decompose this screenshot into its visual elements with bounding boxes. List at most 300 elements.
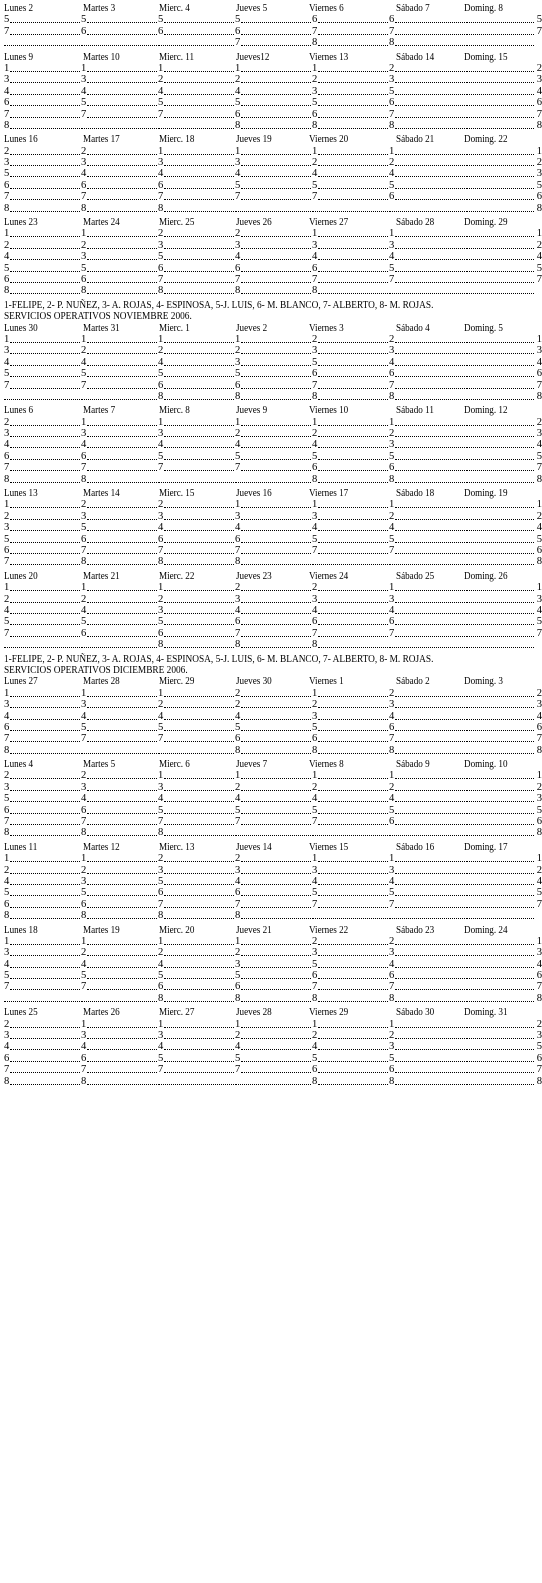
shift-number: 3 [4, 428, 10, 440]
day-header: Sábado 18 [396, 488, 435, 500]
shift-slot [4, 451, 80, 462]
shift-slot [235, 428, 311, 439]
shift-slot [158, 417, 234, 428]
shift-slot [389, 357, 465, 368]
dotted-line [318, 188, 388, 189]
shift-slot [4, 37, 80, 48]
shift-slot [312, 556, 388, 567]
shift-number: 2 [536, 864, 542, 876]
shift-slot [389, 594, 465, 605]
shift-number: 3 [235, 157, 241, 169]
shift-slot [81, 936, 157, 947]
shift-slot [235, 639, 311, 650]
dotted-line [10, 1084, 80, 1085]
shift-slot [312, 1019, 388, 1030]
dotted-line [395, 873, 465, 874]
shift-number: 4 [536, 356, 542, 368]
dotted-line [241, 1038, 311, 1039]
dotted-line [395, 105, 465, 106]
shift-row [4, 333, 542, 345]
shift-slot [312, 74, 388, 85]
shift-number: 5 [312, 97, 318, 109]
day-header: Jueves 23 [236, 570, 272, 582]
shift-number: 5 [158, 970, 164, 982]
day-header: Viernes 17 [309, 488, 349, 500]
dotted-line [395, 1001, 465, 1002]
dotted-line [318, 105, 388, 106]
shift-slot [389, 993, 465, 1004]
shift-slot [4, 993, 80, 1004]
shift-number: 7 [312, 816, 318, 828]
shift-number: 3 [389, 345, 395, 357]
dotted-line [466, 647, 534, 648]
day-header: Mierc. 22 [159, 570, 195, 582]
shift-number: 2 [158, 228, 164, 240]
shift-number: 5 [158, 804, 164, 816]
dotted-line [10, 94, 80, 95]
shift-number: 6 [312, 14, 318, 26]
shift-slot [235, 910, 311, 921]
dotted-line [241, 1049, 311, 1050]
dotted-line [318, 71, 388, 72]
dotted-line [241, 967, 311, 968]
dotted-line [241, 507, 311, 508]
dotted-line [10, 730, 80, 731]
shift-row [4, 970, 542, 982]
shift-slot [235, 228, 311, 239]
shift-slot [235, 263, 311, 274]
shift-row [4, 499, 542, 511]
shift-slot [4, 274, 80, 285]
dotted-line [241, 519, 311, 520]
day-header: Lunes 20 [4, 570, 38, 582]
dotted-line [466, 447, 534, 448]
dotted-line [4, 1001, 80, 1002]
shift-number: 3 [536, 168, 542, 180]
shift-number: 5 [536, 1041, 542, 1053]
dotted-line [318, 459, 388, 460]
shift-slot [389, 1030, 465, 1041]
dotted-line [87, 248, 157, 249]
dotted-line [395, 624, 465, 625]
shift-number: 7 [81, 379, 87, 391]
shift-number: 5 [81, 721, 87, 733]
shift-number: 6 [4, 1052, 10, 1064]
shift-number: 5 [158, 721, 164, 733]
shift-number: 8 [536, 992, 542, 1004]
shift-slot [389, 639, 465, 650]
dotted-line [466, 388, 534, 389]
shift-number: 5 [81, 887, 87, 899]
dotted-line [4, 399, 80, 400]
dotted-line [164, 1072, 234, 1073]
shift-slot [235, 74, 311, 85]
shift-slot [312, 534, 388, 545]
shift-slot [312, 451, 388, 462]
shift-slot [81, 368, 157, 379]
dotted-line [241, 801, 311, 802]
shift-slot [158, 391, 234, 402]
shift-slot [4, 240, 80, 251]
shift-row [4, 898, 542, 910]
shift-number: 4 [389, 793, 395, 805]
shift-slot [81, 805, 157, 816]
shift-number: 5 [235, 179, 241, 191]
shift-number: 7 [235, 627, 241, 639]
dotted-line [318, 707, 388, 708]
shift-slot [312, 745, 388, 756]
shift-slot [466, 910, 542, 921]
dotted-line [164, 1061, 234, 1062]
shift-slot [389, 745, 465, 756]
week-block [4, 1007, 542, 1087]
dotted-line [241, 71, 311, 72]
shift-number: 6 [158, 627, 164, 639]
shift-number: 1 [312, 145, 318, 157]
shift-slot [158, 74, 234, 85]
dotted-line [164, 918, 234, 919]
dotted-line [164, 154, 234, 155]
dotted-line [87, 778, 157, 779]
dotted-line [318, 647, 388, 648]
shift-number: 6 [389, 462, 395, 474]
dotted-line [10, 989, 80, 990]
day-header: Martes 14 [83, 488, 120, 500]
shift-number: 2 [4, 770, 10, 782]
dotted-line [395, 1072, 465, 1073]
shift-number: 8 [235, 992, 241, 1004]
dotted-line [395, 553, 465, 554]
shift-slot [81, 14, 157, 25]
shift-number: 7 [312, 273, 318, 285]
shift-number: 8 [536, 827, 542, 839]
shift-slot [158, 959, 234, 970]
week-block [4, 51, 542, 132]
shift-number: 1 [389, 770, 395, 782]
shift-slot [235, 1064, 311, 1075]
dotted-line [466, 248, 534, 249]
dotted-line [87, 835, 157, 836]
dotted-line [164, 978, 234, 979]
dotted-line [164, 884, 234, 885]
dotted-line [318, 530, 388, 531]
shift-number: 1 [312, 416, 318, 428]
shift-slot [466, 74, 542, 85]
shift-slot [158, 688, 234, 699]
shift-slot [158, 1076, 234, 1087]
day-header: Mierc. 29 [159, 676, 195, 688]
shift-number: 2 [235, 345, 241, 357]
shift-slot [4, 14, 80, 25]
shift-slot [466, 545, 542, 556]
dotted-line [235, 211, 311, 212]
shift-slot [158, 745, 234, 756]
day-header: Mierc. 8 [159, 405, 190, 417]
shift-number: 7 [81, 545, 87, 556]
shift-number: 5 [235, 368, 241, 380]
shift-slot [81, 334, 157, 345]
dotted-line [395, 271, 465, 272]
dotted-line [164, 790, 234, 791]
shift-row [4, 522, 542, 534]
staff-legend: 1-FELIPE, 2- P. NUÑEZ, 3- A. ROJAS, 4- ESPINOSA, 5-J. LUIS, 6- M. BLANCO, 7- ALBERTO, 8- M. ROJAS. [4, 653, 434, 665]
shift-slot [4, 180, 80, 191]
shift-slot [4, 910, 80, 921]
shift-slot [158, 263, 234, 274]
shift-number: 4 [81, 1041, 87, 1053]
dotted-line [158, 45, 234, 46]
dotted-line [10, 236, 80, 237]
dotted-line [318, 1084, 388, 1085]
dotted-line [87, 741, 157, 742]
shift-number: 7 [81, 1064, 87, 1076]
shift-slot [158, 899, 234, 910]
shift-slot [4, 805, 80, 816]
dotted-line [4, 45, 80, 46]
shift-number: 2 [536, 510, 542, 522]
dotted-line [241, 778, 311, 779]
dotted-line [241, 553, 311, 554]
dotted-line [389, 564, 465, 565]
dotted-line [164, 293, 234, 294]
shift-number: 8 [389, 992, 395, 1004]
shift-row [4, 627, 542, 639]
shift-slot [235, 711, 311, 722]
shift-number: 7 [81, 191, 87, 203]
dotted-line [10, 741, 80, 742]
dotted-line [466, 741, 534, 742]
shift-number: 8 [235, 119, 241, 131]
shift-slot [235, 417, 311, 428]
dotted-line [466, 530, 534, 531]
dotted-line [10, 293, 80, 294]
shift-number: 2 [158, 345, 164, 357]
shift-slot [312, 876, 388, 887]
shift-number: 7 [4, 733, 10, 745]
shift-slot [4, 380, 80, 391]
shift-slot [235, 793, 311, 804]
dotted-line [87, 813, 157, 814]
dotted-line [10, 342, 80, 343]
shift-number: 4 [81, 793, 87, 805]
dotted-line [395, 436, 465, 437]
shift-number: 3 [81, 74, 87, 86]
shift-slot [81, 157, 157, 168]
dotted-line [395, 955, 465, 956]
shift-row [4, 853, 542, 865]
shift-slot [4, 391, 80, 402]
shift-number: 5 [158, 875, 164, 887]
dotted-line [318, 955, 388, 956]
shift-slot [389, 805, 465, 816]
shift-number: 1 [4, 228, 10, 240]
day-header: Jueves 16 [236, 488, 272, 500]
shift-slot [158, 594, 234, 605]
shift-number: 8 [235, 910, 241, 922]
shift-number: 8 [158, 827, 164, 839]
day-header: Jueves 26 [236, 217, 272, 229]
shift-slot [81, 146, 157, 157]
shift-number: 1 [158, 1018, 164, 1030]
shift-slot [4, 146, 80, 157]
shift-slot [235, 782, 311, 793]
shift-number: 8 [235, 639, 241, 651]
dotted-line [241, 590, 311, 591]
dotted-line [241, 154, 311, 155]
dotted-line [164, 176, 234, 177]
day-header-row [4, 323, 534, 334]
dotted-line [466, 553, 534, 554]
shift-slot [312, 345, 388, 356]
shift-slot [312, 157, 388, 168]
day-header: Mierc. 15 [159, 488, 195, 500]
dotted-line [164, 1049, 234, 1050]
shift-number: 3 [81, 1030, 87, 1042]
shift-slot [81, 428, 157, 439]
shift-row [4, 781, 542, 793]
shift-number: 2 [389, 1030, 395, 1042]
shift-number: 1 [4, 853, 10, 865]
shift-slot [466, 816, 542, 827]
dotted-line [318, 353, 388, 354]
shift-number: 2 [536, 62, 542, 74]
shift-slot [158, 474, 234, 485]
shift-slot [4, 793, 80, 804]
dotted-line [466, 1084, 534, 1085]
shift-slot [466, 936, 542, 947]
shift-slot [81, 556, 157, 567]
shift-number: 5 [81, 970, 87, 982]
dotted-line [241, 730, 311, 731]
shift-slot [466, 97, 542, 108]
shift-number: 6 [389, 616, 395, 628]
shift-slot [466, 616, 542, 627]
shift-slot [466, 168, 542, 179]
shift-number: 4 [158, 958, 164, 970]
shift-number: 5 [158, 368, 164, 380]
shift-slot [81, 876, 157, 887]
dotted-line [241, 128, 311, 129]
shift-slot [235, 180, 311, 191]
dotted-line [87, 989, 157, 990]
shift-slot [389, 251, 465, 262]
shift-slot [235, 251, 311, 262]
shift-slot [389, 228, 465, 239]
shift-number: 3 [81, 875, 87, 887]
shift-slot [81, 345, 157, 356]
shift-slot [235, 947, 311, 958]
shift-number: 1 [158, 145, 164, 157]
shift-slot [466, 899, 542, 910]
day-header-row [4, 925, 534, 936]
dotted-line [87, 918, 157, 919]
shift-row [4, 887, 542, 899]
dotted-line [395, 447, 465, 448]
day-header: Sábado 21 [396, 134, 435, 146]
shift-number: 1 [81, 1018, 87, 1030]
shift-slot [389, 981, 465, 992]
shift-slot [235, 876, 311, 887]
shift-number: 3 [158, 157, 164, 169]
shift-number: 4 [4, 251, 10, 263]
dotted-line [466, 955, 534, 956]
shift-slot [81, 793, 157, 804]
dotted-line [10, 259, 80, 260]
dotted-line [87, 353, 157, 354]
dotted-line [87, 519, 157, 520]
shift-row [4, 1064, 542, 1076]
day-header: Lunes 25 [4, 1007, 38, 1019]
dotted-line [318, 602, 388, 603]
shift-slot [312, 146, 388, 157]
shift-number: 1 [158, 935, 164, 947]
shift-slot [466, 451, 542, 462]
shift-number: 8 [312, 390, 318, 402]
day-header: Viernes 6 [309, 3, 344, 14]
shift-number: 1 [312, 770, 318, 782]
shift-slot [4, 63, 80, 74]
dotted-line [241, 602, 311, 603]
shift-slot [312, 334, 388, 345]
shift-number: 8 [4, 744, 10, 756]
shift-slot [312, 981, 388, 992]
dotted-line [87, 482, 157, 483]
shift-slot [312, 428, 388, 439]
shift-slot [312, 899, 388, 910]
shift-number: 6 [4, 450, 10, 462]
dotted-line [164, 425, 234, 426]
shift-number: 3 [158, 781, 164, 793]
shift-slot [389, 417, 465, 428]
shift-number: 1 [235, 62, 241, 74]
shift-row [4, 368, 542, 380]
shift-number: 3 [81, 781, 87, 793]
shift-number: 1 [536, 770, 542, 782]
dotted-line [395, 801, 465, 802]
shift-number: 5 [312, 721, 318, 733]
dotted-line [87, 602, 157, 603]
dotted-line [466, 636, 534, 637]
dotted-line [241, 895, 311, 896]
shift-row [4, 947, 542, 959]
day-header: Martes 5 [83, 759, 116, 771]
dotted-line [10, 211, 80, 212]
dotted-line [164, 861, 234, 862]
shift-slot [466, 462, 542, 473]
shift-row [4, 1041, 542, 1053]
dotted-line [395, 459, 465, 460]
dotted-line [318, 259, 388, 260]
shift-number: 2 [4, 239, 10, 251]
shift-slot [312, 285, 388, 296]
shift-slot [4, 605, 80, 616]
dotted-line [466, 105, 534, 106]
shift-number: 7 [235, 273, 241, 285]
shift-slot [4, 594, 80, 605]
dotted-line [164, 236, 234, 237]
week-block [4, 322, 542, 403]
shift-number: 5 [4, 970, 10, 982]
shift-number: 1 [536, 935, 542, 947]
shift-number: 2 [389, 62, 395, 74]
dotted-line [10, 71, 80, 72]
shift-slot [389, 865, 465, 876]
shift-number: 1 [389, 416, 395, 428]
dotted-line [241, 1001, 311, 1002]
dotted-line [466, 82, 534, 83]
shift-number: 5 [536, 179, 542, 191]
shift-slot [235, 616, 311, 627]
